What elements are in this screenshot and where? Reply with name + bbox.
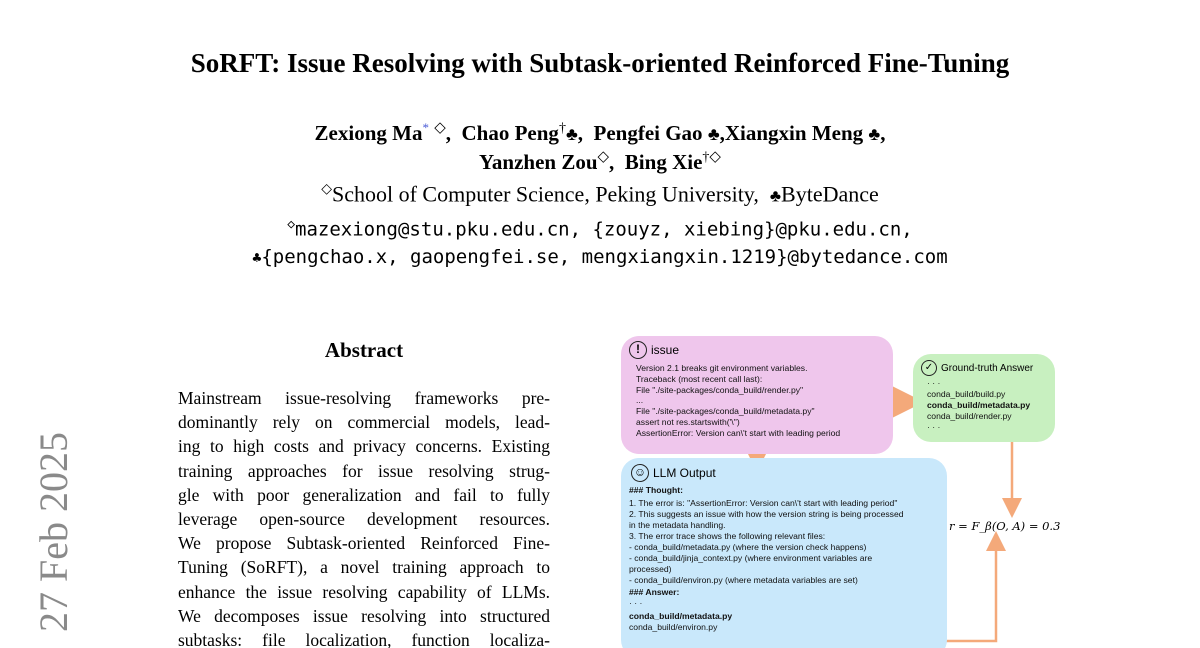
author-mark: ♣ [868,124,881,144]
thought-line: 3. The error trace shows the following relevant files: [629,531,826,541]
email-mark: ♣ [252,249,262,267]
check-icon: ✓ [921,360,937,376]
gt-title [921,360,1033,376]
gt-ticks-end: · · · [927,422,941,432]
issue-text: Version 2.1 breaks git environment variables. Traceback (most recent call last): File "./site-packages/conda_build/render.py" ... File "./site-packages/conda_build/metadata.py" assert not res.startswith('\'') AssertionError: Version can\'t start with leading period [636,363,841,438]
robot-icon: ☺ [631,464,649,482]
abstract-line: We decomposes issue resolving into structured [178,605,550,626]
author-line-2: Yanzhen Zou◇, Bing Xie†◇ [479,149,721,174]
author-mark: ◇ [597,149,610,165]
abstract-body [178,386,550,648]
abstract-line: Tuning (SoRFT), a novel training approach to [178,557,550,578]
abstract-line: leverage open-source development resources. [178,508,550,529]
email-mark: ◇ [287,217,296,232]
affiliation-pku: School of Computer Science, Peking University, [331,181,759,207]
author-mark: ◇ [709,149,721,165]
author-mark: † [702,150,710,165]
answer-ticks: · · · [629,598,643,608]
llm-output-box [621,458,947,648]
paper-title: SoRFT: Issue Resolving with Subtask-oriented Reinforced Fine-Tuning [190,48,1010,78]
affiliations [0,181,1200,207]
issue-title-text: issue [651,343,680,357]
thought-line: 2. This suggests an issue with how the version string is being processed [629,509,904,519]
email-text: {pengchao.x, gaopengfei.se, mengxiangxin.1219}@bytedance.com [261,246,948,268]
gt-file: conda_build/render.py [927,411,1012,421]
reward-formula: r = F_β(O, A) = 0.3 [949,519,1061,533]
abstract-line: Mainstream issue-resolving frameworks pre- [178,388,550,408]
affiliation-mark: ◇ [321,182,332,197]
llm-title-text: LLM Output [653,466,716,480]
abstract-line: subtasks: file localization, function localiza- [178,629,550,648]
abstract-line: ing to high costs and privacy concerns. Existing [178,436,550,457]
issue-title [629,341,679,359]
abstract-line: gle with poor generalization and fail to fully [178,484,550,505]
email-line-1 [0,217,1200,240]
author-mark: ♣ [707,124,720,144]
author-name: Bing Xie [624,150,703,174]
author-mark: * [422,120,429,135]
issue-box [621,336,893,454]
thought-heading: ### Thought: [629,485,683,495]
ground-truth-box [913,354,1055,442]
thought-line: 1. The error is: "AssertionError: Version can\'t start with leading period" [629,498,898,508]
thought-line: in the metadata handling. [629,520,726,530]
overview-figure [600,336,1200,648]
email-line-2 [0,246,1200,268]
gt-file-highlight: conda_build/metadata.py [927,400,1031,410]
thought-line: - conda_build/jinja_context.py (where environment variables are [629,553,873,563]
gt-ticks: · · · [927,378,941,388]
thought-line: - conda_build/metadata.py (where the version check happens) [629,542,867,552]
author-mark: ♣ [565,124,578,144]
author-name: Chao Peng [461,121,559,145]
affiliation-mark: ♣ [769,186,782,206]
llm-title [631,464,716,482]
answer-file: conda_build/environ.py [629,622,718,632]
abstract-line: dominantly rely on commercial models, lead- [178,412,550,433]
exclamation-icon: ! [629,341,647,359]
gt-title-text: Ground-truth Answer [941,362,1034,374]
answer-file-highlight: conda_build/metadata.py [629,611,733,621]
arxiv-date-stamp: 27 Feb 2025 [31,432,76,632]
author-name: Pengfei Gao [593,121,703,145]
thought-line: - conda_build/environ.py (where metadata variables are set) [629,575,858,585]
author-line-1: Zexiong Ma* ◇, Chao Peng†♣, Pengfei Gao ♣,Xiangxin Meng ♣, [314,120,886,145]
abstract-line: We propose Subtask-oriented Reinforced Fine- [178,533,550,554]
author-name: Zexiong Ma [314,121,423,145]
thought-line: processed) [629,564,672,574]
abstract-line: training approaches for issue resolving strug- [178,460,550,481]
author-mark: † [558,121,566,136]
abstract-line: enhance the issue resolving capability of LLMs. [178,581,550,602]
author-name: Yanzhen Zou [479,150,598,174]
author-name: Xiangxin Meng [724,121,864,145]
gt-file: conda_build/build.py [927,389,1006,399]
answer-heading: ### Answer: [629,587,680,597]
email-text: mazexiong@stu.pku.edu.cn, {zouyz, xiebing}@pku.edu.cn, [295,218,913,241]
abstract-heading: Abstract [324,338,404,362]
author-mark: ◇ [434,120,446,136]
affiliation-bytedance: ByteDance [781,181,879,207]
